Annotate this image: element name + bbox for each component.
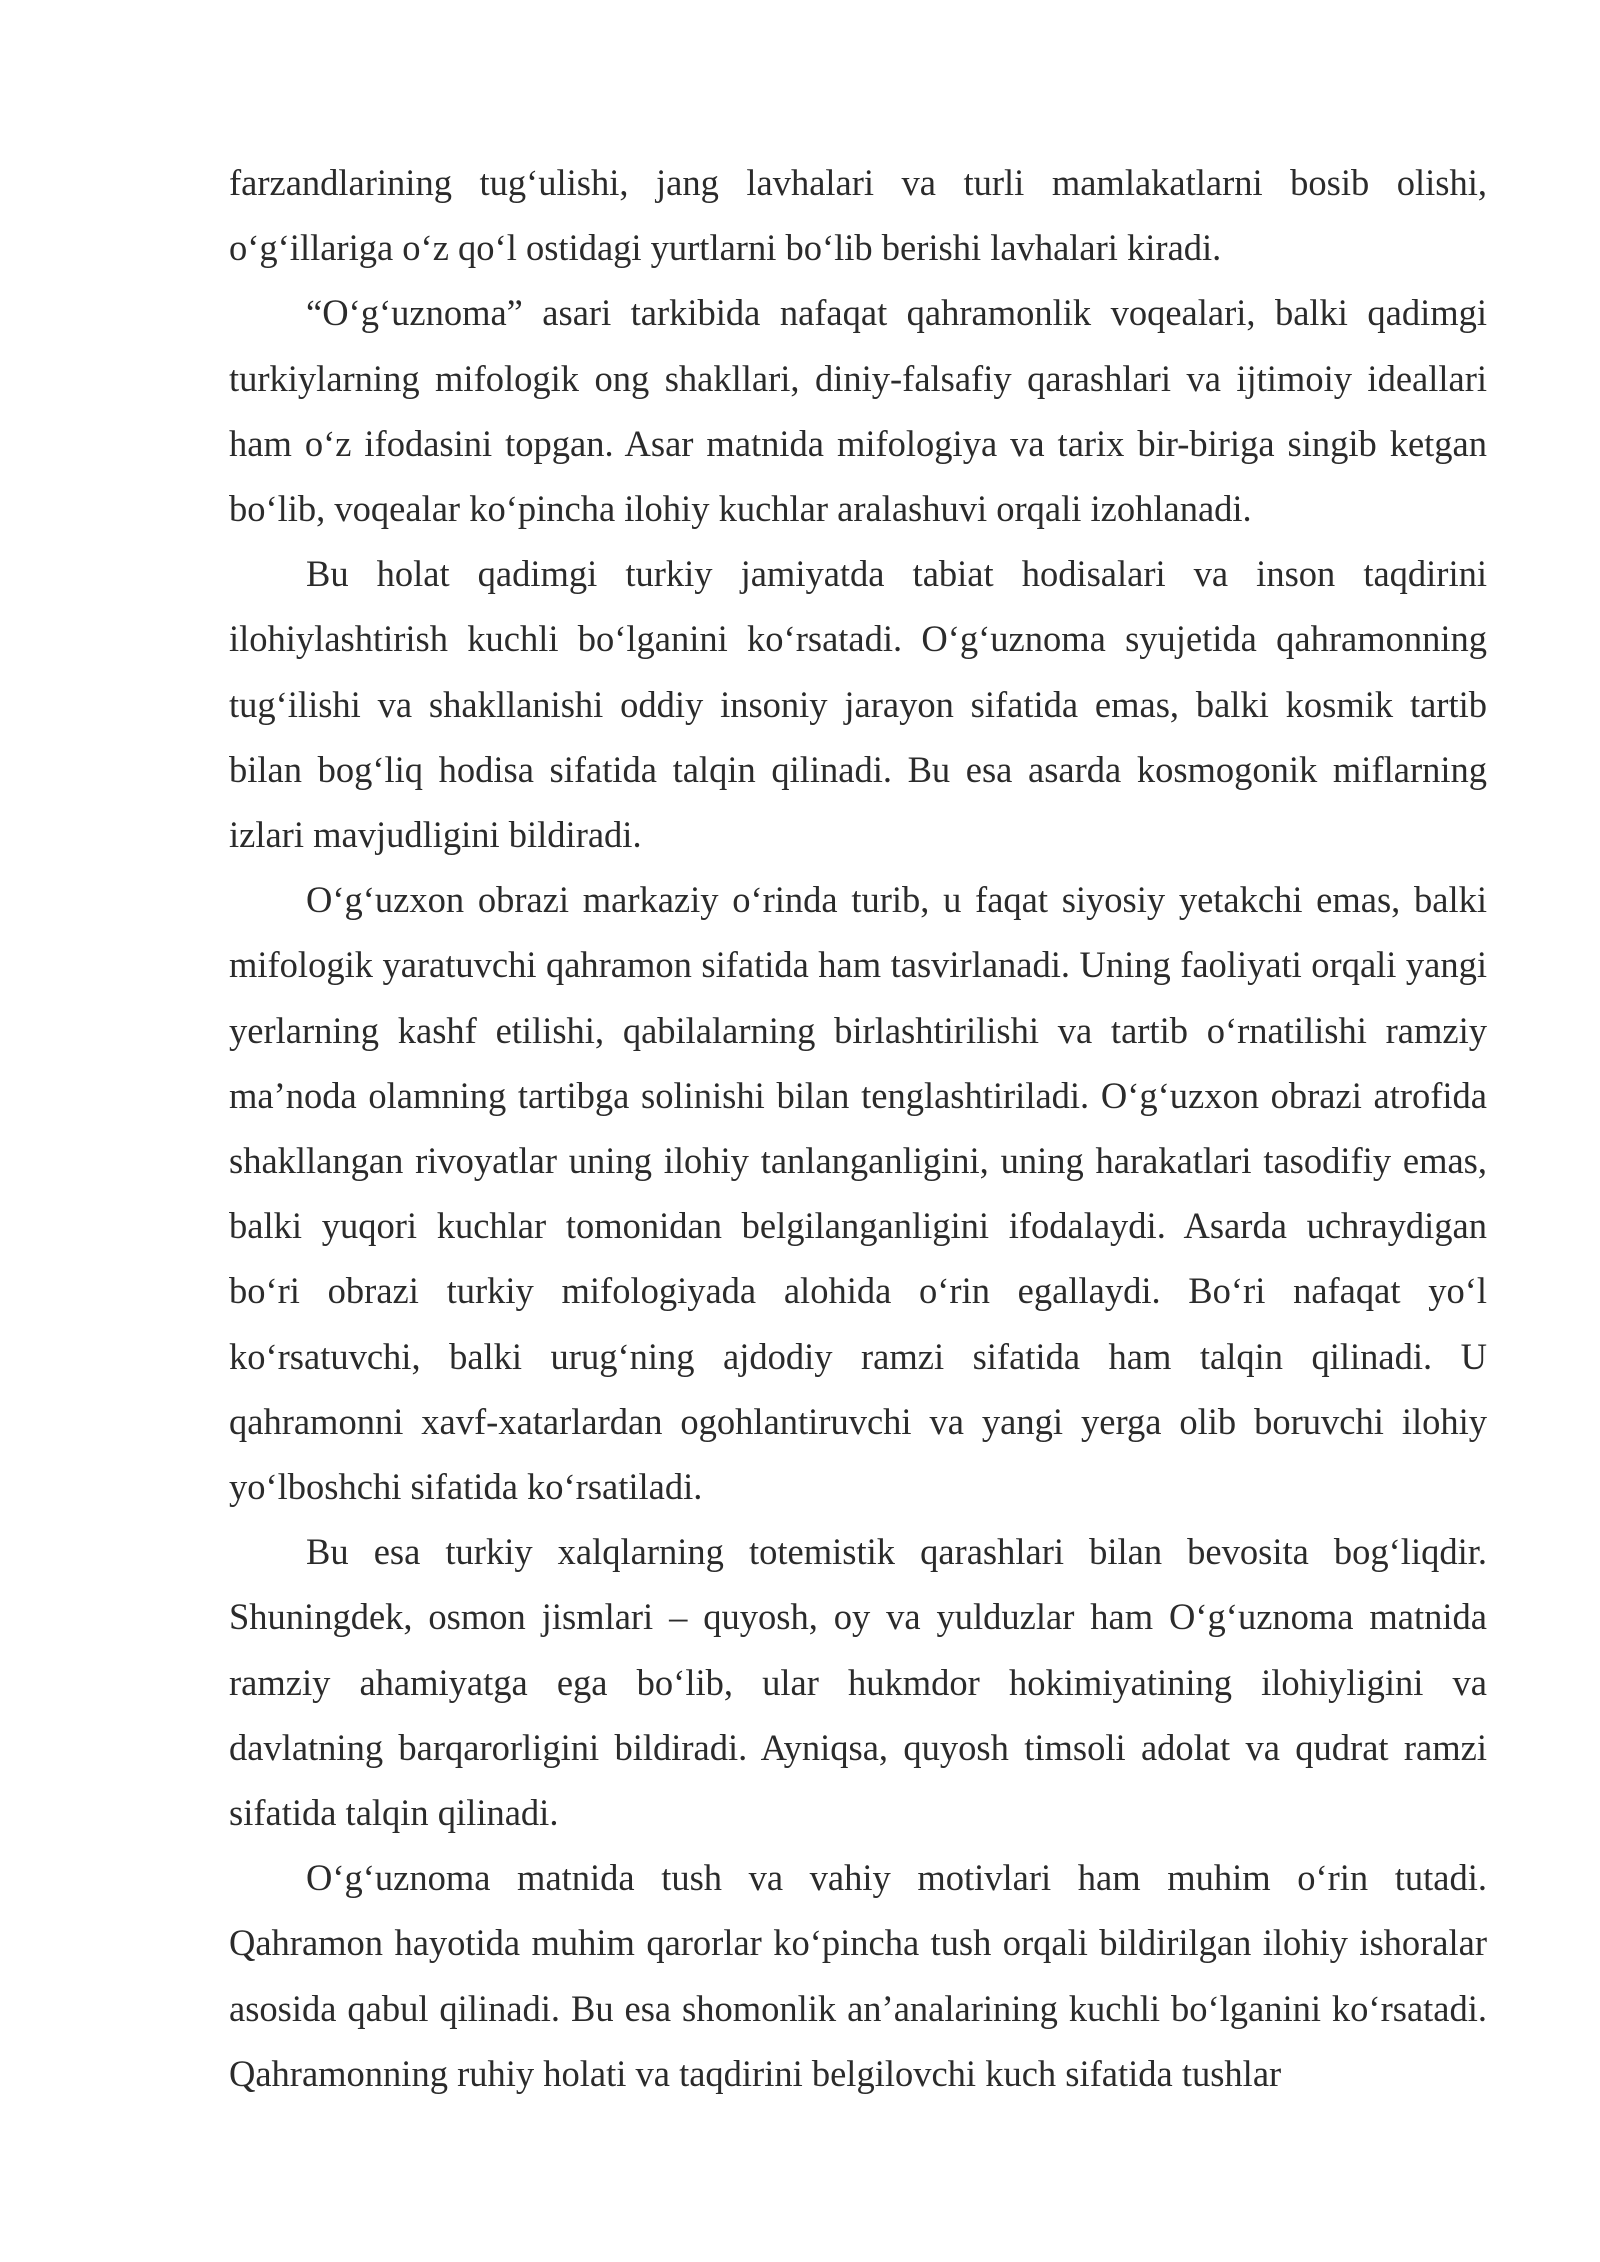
paragraph-oguzxon-image: O‘g‘uzxon obrazi markaziy o‘rinda turib, u faqat siyosiy yetakchi emas, balki mifologik yaratuvchi qahramon sifatida ham tasvirlanadi. Uning faoliyati orqali yangi yerlarning kashf etilishi, qabilalarning birlashtirilishi va tartib o‘rnatilishi ramziy ma’noda olamning tartibga solinishi bilan tenglashtiriladi. O‘g‘uzxon obrazi atrofida shakllangan rivoyatlar uning ilohiy tanlanganligini, uning harakatlari tasodifiy emas, balki yuqori kuchlar tomonidan belgilanganligini ifodalaydi. Asarda uchraydigan bo‘ri obrazi turkiy mifologiyada alohida o‘rin egallaydi. Bo‘ri nafaqat yo‘l ko‘rsatuvchi, balki urug‘ning ajdodiy ramzi sifatida ham talqin qilinadi. U qahramonni xavf-xatarlardan ogohlantiruvchi va yangi yerga olib boruvchi ilohiy yo‘lboshchi sifatida ko‘rsatiladi. [229,879,1487,1508]
paragraph-totemism: Bu esa turkiy xalqlarning totemistik qarashlari bilan bevosita bog‘liqdir. Shuningdek, osmon jismlari – quyosh, oy va yulduzlar ham O‘g‘uznoma matnida ramziy ahamiyatga ega bo‘lib, ular hukmdor hokimiyatining ilohiyligini va davlatning barqarorligini bildiradi. Ayniqsa, quyosh timsoli adolat va qudrat ramzi sifatida talqin qilinadi. [229,1531,1487,1834]
paragraph-deification: Bu holat qadimgi turkiy jamiyatda tabiat hodisalari va inson taqdirini ilohiylashtirish kuchli bo‘lganini ko‘rsatadi. O‘g‘uznoma syujetida qahramonning tug‘ilishi va shakllanishi oddiy insoniy jarayon sifatida emas, balki kosmik tartib bilan bog‘liq hodisa sifatida talqin qilinadi. Bu esa asarda kosmogonik miflarning izlari mavjudligini bildiradi. [229,553,1487,856]
document-body [229,150,1487,2106]
paragraph-dream-motifs: O‘g‘uznoma matnida tush va vahiy motivlari ham muhim o‘rin tutadi. Qahramon hayotida muhim qarorlar ko‘pincha tush orqali bildirilgan ilohiy ishoralar asosida qabul qilinadi. Bu esa shomonlik an’analarining kuchli bo‘lganini ko‘rsatadi. Qahramonning ruhiy holati va taqdirini belgilovchi kuch sifatida tushlar [229,1857,1487,2094]
paragraph-continued: farzandlarining tug‘ulishi, jang lavhalari va turli mamlakatlarni bosib olishi, o‘g‘illariga o‘z qo‘l ostidagi yurtlarni bo‘lib berishi lavhalari kiradi. [229,162,1487,269]
paragraph-oguznoma-intro: “O‘g‘uznoma” asari tarkibida nafaqat qahramonlik voqealari, balki qadimgi turkiylarning mifologik ong shakllari, diniy-falsafiy qarashlari va ijtimoiy ideallari ham o‘z ifodasini topgan. Asar matnida mifologiya va tarix bir-biriga singib ketgan bo‘lib, voqealar ko‘pincha ilohiy kuchlar aralashuvi orqali izohlanadi. [229,292,1487,530]
